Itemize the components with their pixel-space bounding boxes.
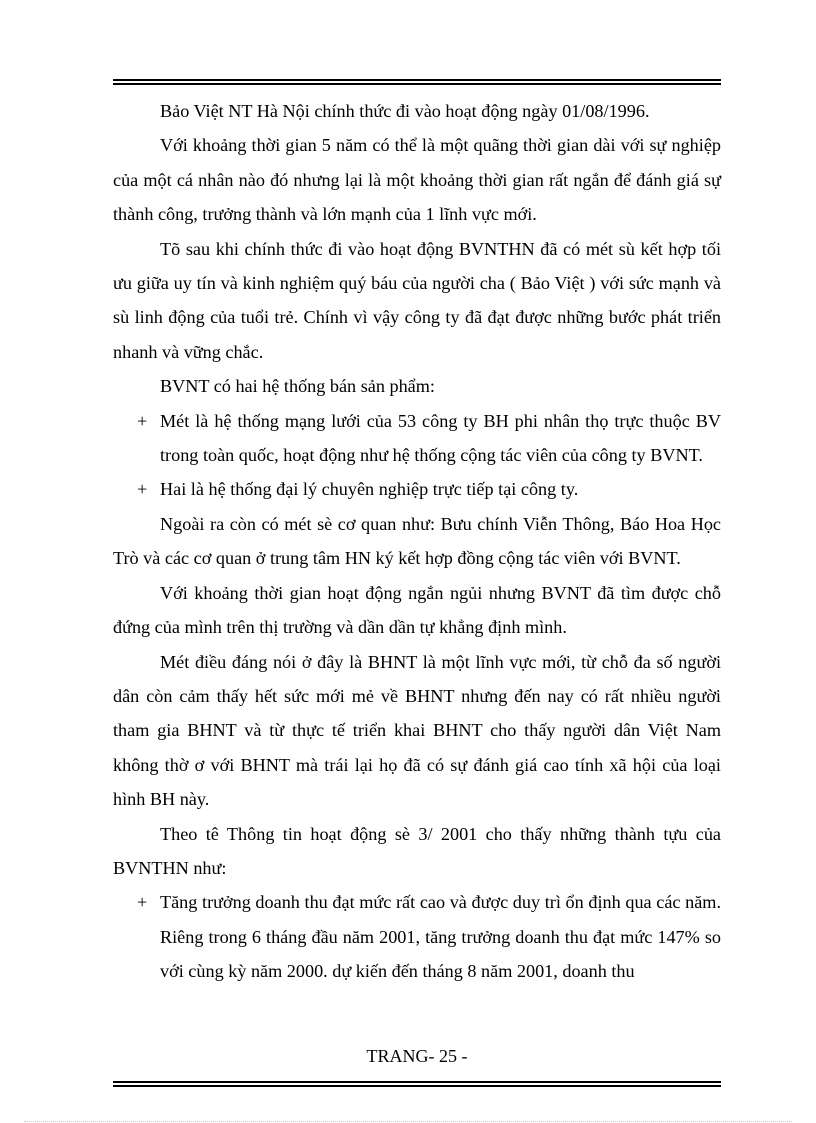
page-number-footer: TRANG- 25 - (366, 1046, 468, 1066)
bullet-text: Tăng trưởng doanh thu đạt mức rất cao và được duy trì ổn định qua các năm. Riêng trong 6 tháng đầu năm 2001, tăng trưởng doanh thu đạt mức 147% so với cùng kỳ năm 2000. dự kiến đến tháng 8 năm 2001, doanh thu (160, 892, 721, 982)
footer-double-rule (113, 1081, 721, 1087)
paragraph-achievements: Theo tê Thông tin hoạt động sè 3/ 2001 cho thấy những thành tựu của BVNTHN như: (113, 823, 721, 878)
paragraph-sales-systems: BVNT có hai hệ thống bán sản phẩm: (160, 376, 435, 397)
paragraph-partners: Ngoài ra còn có mét sè cơ quan như: Bưu chính Viễn Thông, Báo Hoa Học Trò và các cơ quan ở trung tâm HN ký kết hợp đồng cộng tác viên với BVNT. (113, 513, 721, 569)
bullet-mark: + (137, 410, 148, 431)
bullet-text: Hai là hệ thống đại lý chuyên nghiệp trực tiếp tại công ty. (160, 479, 579, 500)
paragraph-development: Tõ sau khi chính thức đi vào hoạt động BVNTHN đã có mét sù kết hợp tối ưu giữa uy tín và kinh nghiệm quý báu của người cha ( Bảo Việt ) với sức mạnh và sù linh động của tuổi trẻ. Chính vì vậy công ty đã đạt được những bước phát triển nhanh và vững chắc. (113, 238, 721, 362)
document-body (113, 94, 721, 989)
paragraph-new-field: Mét điều đáng nói ở đây là BHNT là một lĩnh vực mới, từ chỗ đa số người dân còn cảm thấy hết sức mới mẻ về BHNT nhưng đến nay có rất nhiều người tham gia BHNT và từ thực tế triển khai BHNT cho thấy người dân Việt Nam không thờ ơ với BHNT mà trái lại họ đã có sự đánh giá cao tính xã hội của loại hình BH này. (113, 651, 721, 810)
bullet-mark: + (137, 479, 148, 500)
bullet-item-revenue (113, 885, 721, 988)
bullet-text: Mét là hệ thống mạng lưới của 53 công ty BH phi nhân thọ trực thuộc BV trong toàn quốc, hoạt động như hệ thống cộng tác viên của công ty BVNT. (160, 410, 721, 466)
paragraph-intro: Bảo Việt NT Hà Nội chính thức đi vào hoạt động ngày 01/08/1996. (160, 101, 650, 121)
paragraph-timeframe: Với khoảng thời gian 5 năm có thể là một quãng thời gian dài với sự nghiệp của một cá nhân nào đó nhưng lại là một khoảng thời gian rất ngắn để đánh giá sự thành công, trưởng thành và lớn mạnh của 1 lĩnh vực mới. (113, 135, 721, 225)
bullet-item-agents (113, 472, 721, 506)
page-edge-dotted-line (24, 1121, 792, 1122)
paragraph-market-position: Với khoảng thời gian hoạt động ngắn ngủi nhưng BVNT đã tìm được chỗ đứng của mình trên thị trường và dần dần tự khẳng định mình. (113, 582, 721, 638)
bullet-item-network (113, 404, 721, 473)
bullet-mark: + (137, 892, 148, 913)
header-double-rule (113, 79, 721, 85)
